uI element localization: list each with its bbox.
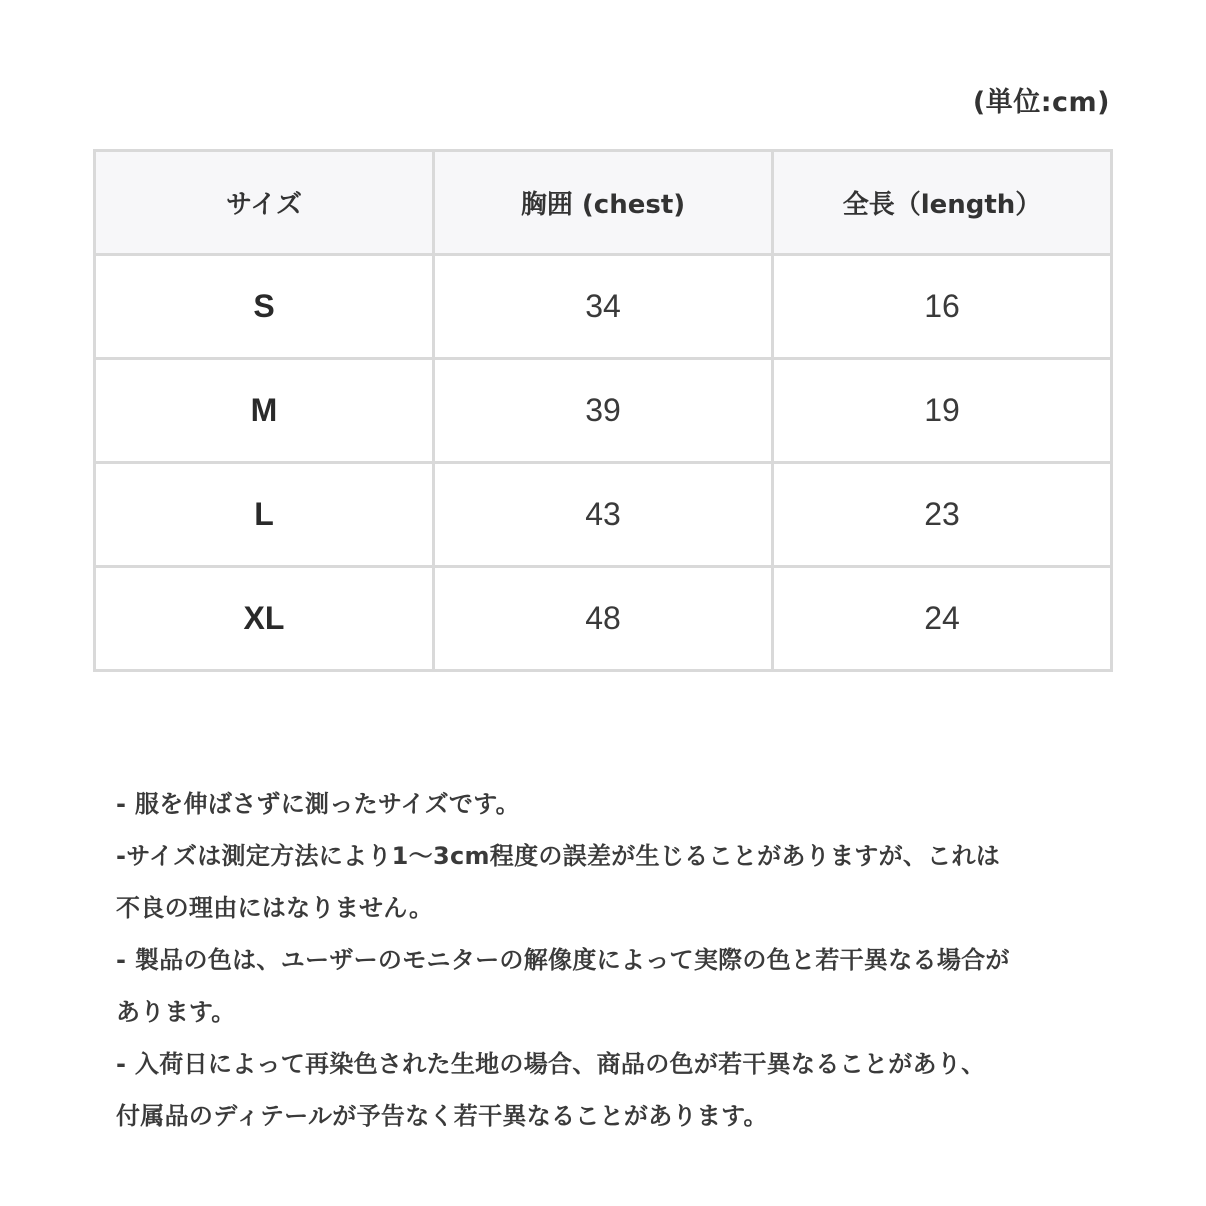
table-row <box>95 463 1112 567</box>
note-line: - 製品の色は、ユーザーのモニターの解像度によって実際の色と若干異なる場合が <box>116 946 1010 974</box>
chest-cell: 43 <box>434 463 773 567</box>
table-row <box>95 359 1112 463</box>
length-cell: 16 <box>773 255 1112 359</box>
table-row <box>95 567 1112 671</box>
size-cell: L <box>95 463 434 567</box>
note-line: - 服を伸ばさずに測ったサイズです。 <box>116 790 520 818</box>
header-size: サイズ <box>95 151 434 255</box>
note-line: -サイズは測定方法により1～3cm程度の誤差が生じることがありますが、これは <box>116 842 1001 870</box>
length-cell: 24 <box>773 567 1112 671</box>
note-line: 不良の理由にはなりません。 <box>116 894 434 922</box>
size-cell: M <box>95 359 434 463</box>
header-chest: 胸囲 (chest) <box>434 151 773 255</box>
size-cell: XL <box>95 567 434 671</box>
table-row <box>95 255 1112 359</box>
notes <box>116 778 1096 1142</box>
header-length: 全長（length） <box>773 151 1112 255</box>
length-cell: 19 <box>773 359 1112 463</box>
chest-cell: 34 <box>434 255 773 359</box>
unit-label: (単位:cm) <box>972 87 1110 118</box>
chest-cell: 39 <box>434 359 773 463</box>
chest-cell: 48 <box>434 567 773 671</box>
length-cell: 23 <box>773 463 1112 567</box>
note-line: 付属品のディテールが予告なく若干異なることがあります。 <box>116 1102 768 1130</box>
table-header-row <box>95 151 1112 255</box>
note-line: - 入荷日によって再染色された生地の場合、商品の色が若干異なることがあり、 <box>116 1050 986 1078</box>
size-table <box>93 149 1113 672</box>
note-line: あります。 <box>116 998 236 1026</box>
size-cell: S <box>95 255 434 359</box>
